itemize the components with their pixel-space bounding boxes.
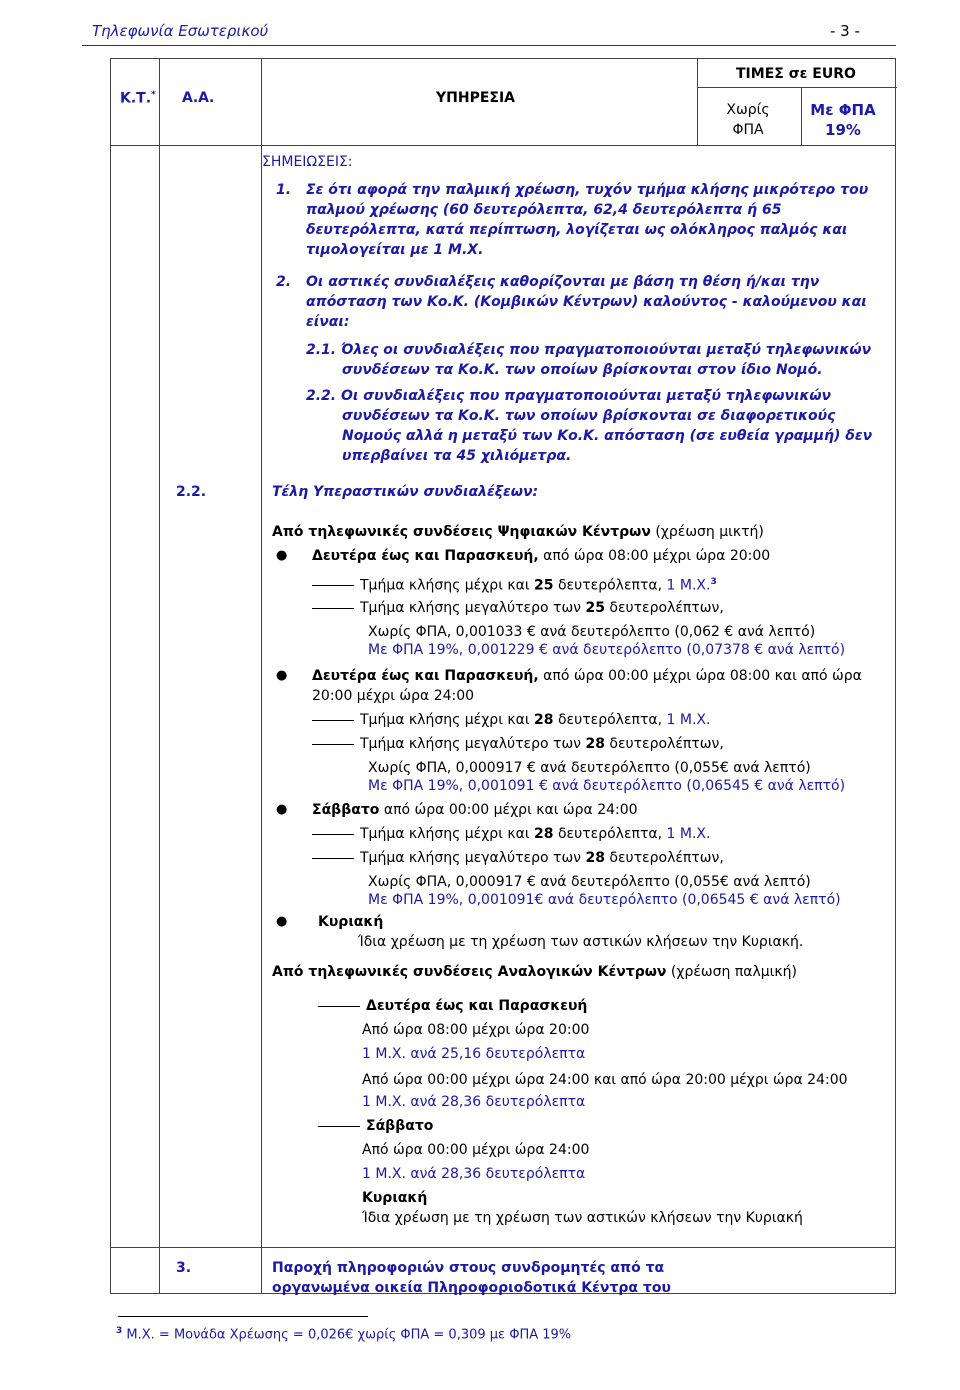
digital-weekday-night-next-step: Τμήμα κλήσης μεγαλύτερο των 28 δευτερολέπτων, — [312, 734, 724, 754]
analog-weekday-day-rate: 1 Μ.Χ. ανά 25,16 δευτερόλεπτα — [362, 1046, 586, 1062]
footnote: $^3$ Μ.Χ. = Μονάδα Χρέωσης = 0,026€ χωρίς ΦΠΑ = 0,309 με ΦΠΑ 19% — [116, 1326, 572, 1343]
footnote-divider — [118, 1316, 368, 1317]
digital-weekday-day-first-step: Τμήμα κλήσης μέχρι και 25 δευτερόλεπτα, 1 Μ.Χ.$^3$ — [312, 572, 717, 596]
digital-saturday: Σάββατο από ώρα 00:00 μέχρι και ώρα 24:00 — [312, 802, 638, 818]
row-divider — [111, 1247, 895, 1248]
col-aa-header: Α.Α. — [182, 90, 215, 106]
analog-weekday-night-hours: Από ώρα 00:00 μέχρι ώρα 24:00 και από ώρα 20:00 μέχρι ώρα 24:00 — [362, 1072, 848, 1088]
analog-sunday: Κυριακή — [362, 1190, 428, 1206]
dash-icon — [312, 834, 354, 835]
digital-weekday-day: Δευτέρα έως και Παρασκευή, από ώρα 08:00 μέχρι ώρα 20:00 — [312, 548, 771, 564]
analog-saturday: Σάββατο — [318, 1116, 433, 1136]
analog-sunday-rate: Ίδια χρέωση με τη χρέωση των αστικών κλήσεων την Κυριακή — [362, 1210, 803, 1226]
analog-saturday-hours: Από ώρα 00:00 μέχρι ώρα 24:00 — [362, 1142, 590, 1158]
analog-weekday: Δευτέρα έως και Παρασκευή — [318, 996, 587, 1016]
col-service-header: ΥΠΗΡΕΣΙΑ — [436, 90, 516, 106]
section-2-2-title: Τέλη Υπεραστικών συνδιαλέξεων: — [272, 484, 539, 500]
column-divider — [801, 87, 802, 145]
analog-saturday-rate: 1 Μ.Χ. ανά 28,36 δευτερόλεπτα — [362, 1166, 586, 1182]
column-divider — [261, 59, 262, 1293]
document-title: Τηλεφωνία Εσωτερικού — [92, 22, 269, 40]
bullet-icon: ● — [276, 802, 288, 817]
digital-sunday: Κυριακή — [318, 914, 384, 930]
col-with-vat-header: Με ΦΠΑ 19% — [810, 101, 876, 139]
dash-icon — [312, 744, 354, 745]
price-with-vat: Με ΦΠΑ 19%, 0,001091€ ανά δευτερόλεπτο (0,06545 € ανά λεπτό) — [368, 892, 841, 908]
analog-weekday-day-hours: Από ώρα 08:00 μέχρι ώρα 20:00 — [362, 1022, 590, 1038]
bullet-icon: ● — [276, 668, 288, 683]
dash-icon — [312, 608, 354, 609]
column-divider — [697, 59, 698, 145]
note-2: Οι αστικές συνδιαλέξεις καθορίζονται με βάση τη θέση ή/και την απόσταση των Κο.Κ. (Κομβικών Κέντρων) καλούντος - καλούμενου και είναι: — [306, 274, 867, 330]
notes-label: ΣΗΜΕΙΩΣΕΙΣ: — [262, 154, 353, 170]
section-3-number: 3. — [176, 1260, 192, 1276]
price-without-vat: Χωρίς ΦΠΑ, 0,001033 € ανά δευτερόλεπτο (0,062 € ανά λεπτό) — [368, 624, 816, 640]
col-prices-header: ΤΙΜΕΣ σε EURO — [736, 66, 856, 82]
digital-sunday-rate: Ίδια χρέωση με τη χρέωση των αστικών κλήσεων την Κυριακή. — [358, 934, 804, 950]
digital-weekday-day-next-step: Τμήμα κλήσης μεγαλύτερο των 25 δευτερολέπτων, — [312, 598, 724, 618]
digital-heading: Από τηλεφωνικές συνδέσεις Ψηφιακών Κέντρων (χρέωση μικτή) — [272, 524, 764, 540]
bullet-icon: ● — [276, 548, 288, 563]
dash-icon — [312, 858, 354, 859]
col-kt-header: Κ.Τ.* — [120, 90, 156, 107]
price-without-vat: Χωρίς ΦΠΑ, 0,000917 € ανά δευτερόλεπτο (0,055€ ανά λεπτό) — [368, 760, 811, 776]
dash-icon — [318, 1006, 360, 1007]
digital-saturday-next-step: Τμήμα κλήσης μεγαλύτερο των 28 δευτερολέπτων, — [312, 848, 724, 868]
dash-icon — [312, 585, 354, 586]
page-number: - 3 - — [830, 22, 860, 40]
price-with-vat: Με ΦΠΑ 19%, 0,001229 € ανά δευτερόλεπτο (0,07378 € ανά λεπτό) — [368, 642, 846, 658]
note-2-2: 2.2. Οι συνδιαλέξεις που πραγματοποιούνται μεταξύ τηλεφωνικών συνδέσεων τα Κο.Κ. των οποίων βρίσκονται σε διαφορετικούς Νομούς αλλά η μεταξύ των Κο.Κ. απόσταση (σε ευθεία γραμμή) δεν υπερβαίνει τα 45 χιλιόμετρα. — [306, 388, 873, 464]
price-without-vat: Χωρίς ΦΠΑ, 0,000917 € ανά δευτερόλεπτο (0,055€ ανά λεπτό) — [368, 874, 811, 890]
column-divider — [159, 59, 160, 1293]
section-2-2-number: 2.2. — [176, 484, 207, 500]
note-1: Σε ότι αφορά την παλμική χρέωση, τυχόν τμήμα κλήσης μικρότερο του παλμού χρέωσης (60 δευτερόλεπτα, 62,4 δευτερόλεπτα ή 65 δευτερόλεπτα, κατά περίπτωση, λογίζεται ως ολόκληρος παλμός και τιμολογείται με 1 Μ.Χ. — [306, 182, 869, 258]
header-divider — [82, 45, 896, 46]
section-3-title: Παροχή πληροφοριών στους συνδρομητές από τα οργανωμένα οικεία Πληροφοριοδοτικά Κέντρα του — [272, 1260, 671, 1296]
dash-icon — [318, 1126, 360, 1127]
col-without-vat-header: Χωρίς ΦΠΑ — [726, 102, 770, 138]
note-2-number: 2. — [276, 274, 292, 290]
row-divider — [697, 87, 897, 88]
dash-icon — [312, 720, 354, 721]
note-2-1: 2.1. Όλες οι συνδιαλέξεις που πραγματοποιούνται μεταξύ τηλεφωνικών συνδέσεων τα Κο.Κ. των οποίων βρίσκονται στον ίδιο Νομό. — [306, 342, 872, 378]
analog-heading: Από τηλεφωνικές συνδέσεις Αναλογικών Κέντρων (χρέωση παλμική) — [272, 964, 797, 980]
row-divider — [111, 145, 895, 146]
digital-saturday-first-step: Τμήμα κλήσης μέχρι και 28 δευτερόλεπτα, 1 Μ.Χ. — [312, 824, 710, 844]
price-with-vat: Με ΦΠΑ 19%, 0,001091 € ανά δευτερόλεπτο (0,06545 € ανά λεπτό) — [368, 778, 846, 794]
digital-weekday-night: Δευτέρα έως και Παρασκευή, από ώρα 00:00 μέχρι ώρα 08:00 και από ώρα 20:00 μέχρι ώρα 24:00 — [312, 668, 862, 704]
note-1-number: 1. — [276, 182, 292, 198]
digital-weekday-night-first-step: Τμήμα κλήσης μέχρι και 28 δευτερόλεπτα, 1 Μ.Χ. — [312, 710, 710, 730]
bullet-icon: ● — [276, 914, 288, 929]
analog-weekday-night-rate: 1 Μ.Χ. ανά 28,36 δευτερόλεπτα — [362, 1094, 586, 1110]
